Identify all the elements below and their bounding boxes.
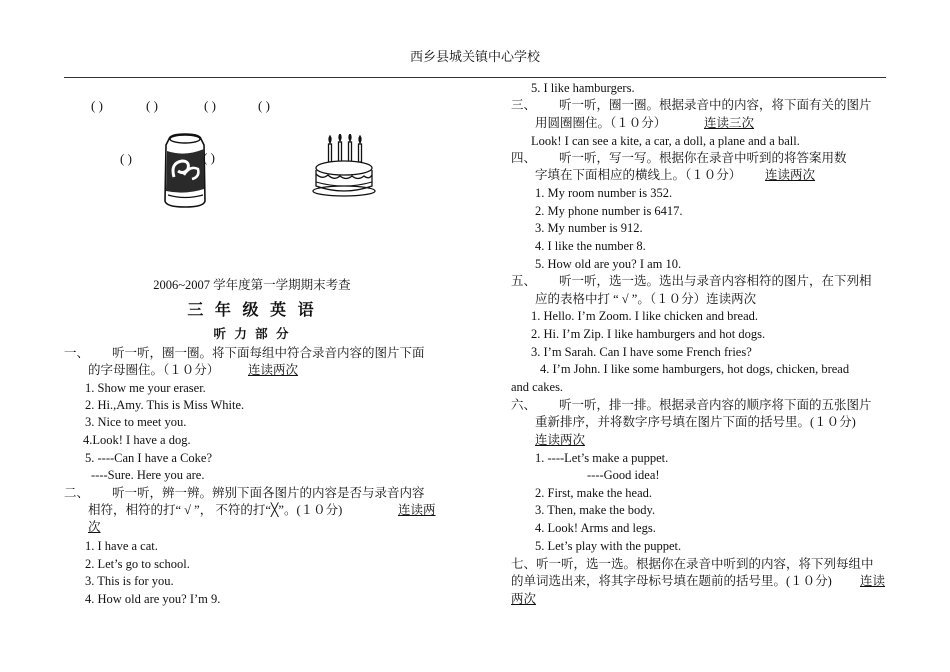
list-item: ----Sure. Here you are.	[91, 468, 205, 482]
question-number: 三、	[511, 98, 537, 112]
answer-blank: ( )	[120, 151, 132, 166]
list-item: 5. ----Can I have a Coke?	[85, 451, 213, 465]
question-text: 听一听，辨一辨。辨别下面各图片的内容是否与录音内容	[112, 486, 425, 500]
list-item: 5. Let’s play with the puppet.	[535, 539, 682, 553]
question-text: 应的表格中打 “ √ ”。（１０分）连读两次	[535, 292, 757, 306]
list-item: 3. I’m Sarah. Can I have some French fries?	[531, 345, 752, 359]
question-text: 听一听，圈一圈。将下面每组中符合录音内容的图片下面	[112, 346, 425, 360]
list-item: 3. Then, make the body.	[535, 503, 656, 517]
question-text: 的单词选出来，将其字母标号填在题前的括号里。(１０分)	[511, 574, 832, 588]
section-title: 听 力 部 分	[213, 326, 291, 341]
question-text: 重新排序，并将数字序号填在图片下面的括号里。(１０分)	[535, 415, 856, 429]
repeat-note: 连读两	[398, 503, 436, 517]
answer-blank: ( )	[91, 98, 103, 113]
repeat-note: 连读两次	[535, 433, 586, 447]
list-item: 4. Look! Arms and legs.	[535, 521, 656, 535]
list-item: 4. I’m John. I like some hamburgers, hot dogs, chicken, bread	[540, 362, 850, 376]
list-item: 2. Hi.,Amy. This is Miss White.	[85, 398, 245, 412]
repeat-note: 连读两次	[248, 363, 299, 377]
list-item: 1. ----Let’s make a puppet.	[535, 451, 669, 465]
answer-blank: ( )	[204, 98, 216, 113]
list-item: 1. I have a cat.	[85, 539, 158, 553]
question-text: 用圆圈圈住。（１０分）	[535, 116, 667, 130]
question-number: 六、	[511, 398, 537, 412]
list-item: 1. Show me your eraser.	[85, 381, 206, 395]
list-item: 5. How old are you? I am 10.	[535, 257, 682, 271]
answer-blank: ( )	[203, 150, 215, 165]
question-text: 相符，相符的打“ √ ”， 不符的打“╳”。(１０分)	[88, 503, 343, 517]
coke-can-icon	[160, 131, 210, 209]
list-item: 3. Nice to meet you.	[85, 415, 187, 429]
question-text: 七、听一听，选一选。根据你在录音中听到的内容，将下列每组中	[511, 557, 874, 571]
question-number: 二、	[64, 486, 90, 500]
question-text: 听一听，圈一圈。根据录音中的内容，将下面有关的图片	[559, 98, 872, 112]
birthday-cake-icon	[312, 134, 376, 198]
list-item: 1. Hello. I’m Zoom. I like chicken and bread.	[531, 309, 759, 323]
repeat-note: 连读	[860, 574, 886, 588]
list-item: 2. Let’s go to school.	[85, 557, 190, 571]
repeat-note: 两次	[511, 592, 537, 606]
question-text: 字填在下面相应的横线上。（１０分）	[535, 168, 742, 182]
question-text: 听一听，排一排。根据录音内容的顺序将下面的五张图片	[559, 398, 872, 412]
question-text: 的字母圈住。（１０分）	[88, 363, 220, 377]
question-text: 听一听，选一选。选出与录音内容相符的图片，在下列相	[559, 274, 872, 288]
list-item: 3. This is for you.	[85, 574, 174, 588]
list-item: 4.Look! I have a dog.	[83, 433, 191, 447]
question-number: 五、	[511, 274, 537, 288]
school-header: 西乡县城关镇中心学校	[409, 49, 540, 64]
list-item: 4. I like the number 8.	[535, 239, 646, 253]
list-item: 2. Hi. I’m Zip. I like hamburgers and hot dogs.	[531, 327, 766, 341]
header-rule	[64, 77, 886, 78]
list-item: 4. How old are you? I’m 9.	[85, 592, 221, 606]
repeat-note: 连读三次	[704, 116, 755, 130]
exam-title: 三 年 级 英 语	[187, 300, 317, 319]
repeat-note: 连读两次	[765, 168, 816, 182]
list-item: and cakes.	[511, 380, 564, 394]
list-item: 2. My phone number is 6417.	[535, 204, 683, 218]
list-item: Look! I can see a kite, a car, a doll, a plane and a ball.	[531, 134, 800, 148]
list-item: ----Good idea!	[587, 468, 660, 482]
list-item: 2. First, make the head.	[535, 486, 652, 500]
answer-blank: ( )	[146, 98, 158, 113]
question-number: 一、	[64, 346, 90, 360]
exam-year: 2006~2007 学年度第一学期期末考查	[153, 278, 351, 292]
answer-blank: ( )	[258, 98, 270, 113]
repeat-note: 次	[88, 520, 101, 534]
list-item: 1. My room number is 352.	[535, 186, 673, 200]
list-item: 3. My number is 912.	[535, 221, 643, 235]
question-text: 听一听，写一写。根据你在录音中听到的将答案用数	[559, 151, 847, 165]
question-number: 四、	[511, 151, 537, 165]
list-item: 5. I like hamburgers.	[531, 81, 635, 95]
